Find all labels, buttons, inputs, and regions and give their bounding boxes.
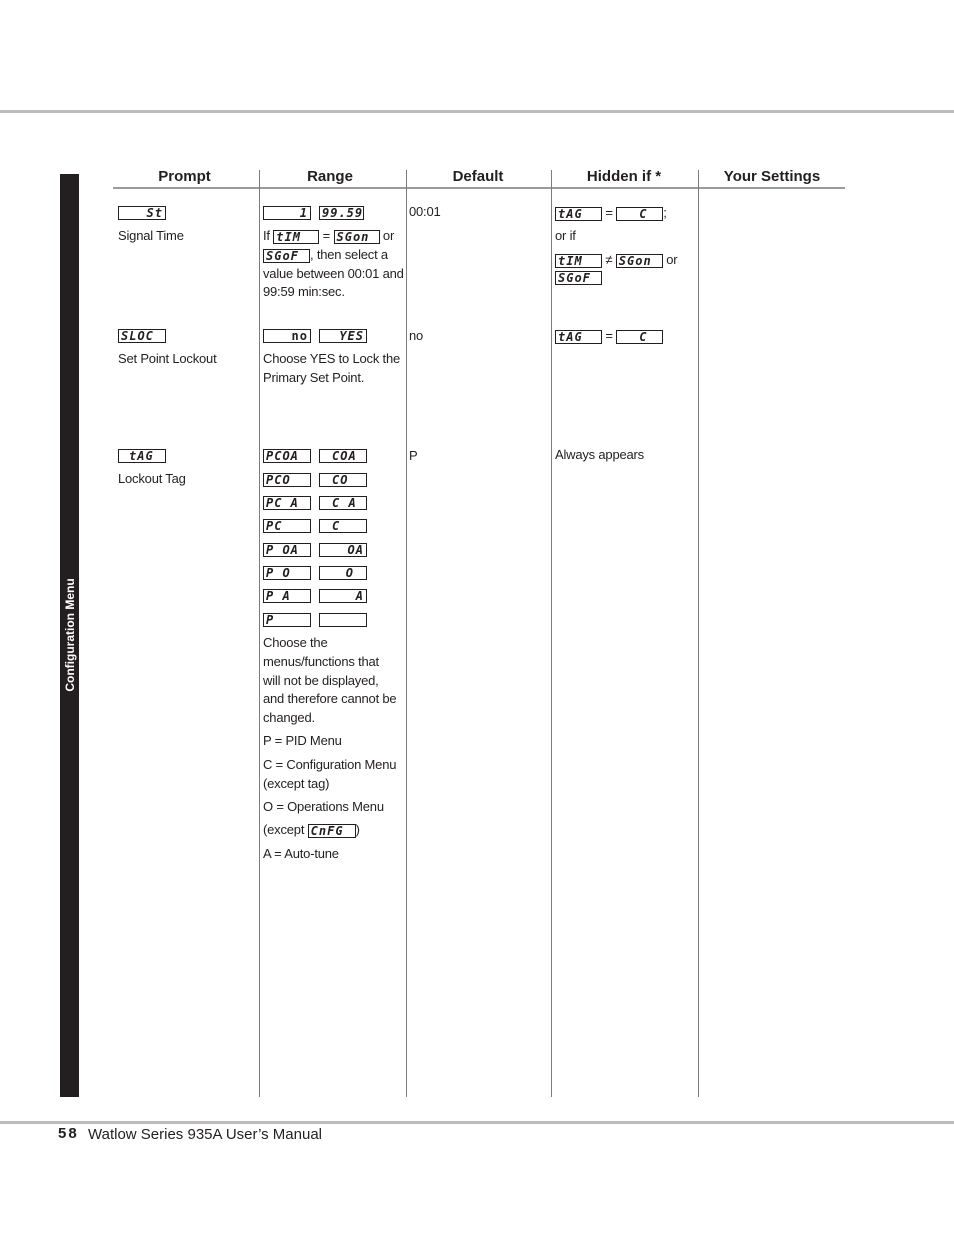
range-text-line: 99:59 min:sec. <box>263 284 345 299</box>
lcd-tim: tIM <box>555 254 602 268</box>
column-divider <box>406 170 407 1097</box>
key-operations: O = Operations Menu <box>263 799 384 814</box>
hidden-line <box>555 250 677 269</box>
column-divider <box>698 170 699 1097</box>
range-then-line <box>263 245 388 264</box>
lcd-option-right: O <box>319 566 367 580</box>
lcd-option-left: PC <box>263 519 311 533</box>
equals-sign: = <box>605 328 613 343</box>
lcd-option-left: P A <box>263 589 311 603</box>
range-then-text: , then select a <box>310 247 388 262</box>
prompt-label-signal-time: Signal Time <box>118 228 184 243</box>
range-desc-line: Choose the <box>263 635 328 650</box>
lcd-sgon: SGon <box>616 254 663 268</box>
range-if-line <box>263 226 394 245</box>
hidden-line <box>555 326 663 345</box>
lcd-tim: tIM <box>273 230 319 244</box>
header-your-settings: Your Settings <box>723 168 821 185</box>
except-text: (except <box>263 822 305 837</box>
lcd-prompt-sloc: SLOC <box>118 329 166 343</box>
default-value: 00:01 <box>409 204 441 219</box>
lcd-option-left: PC A <box>263 496 311 510</box>
lcd-option-right: OA <box>319 543 367 557</box>
range-if-text: If <box>263 228 270 243</box>
header-hidden-if: Hidden if * <box>586 168 662 185</box>
range-text-line: value between 00:01 and <box>263 266 404 281</box>
hidden-line <box>555 203 667 222</box>
lcd-option-left: P <box>263 613 311 627</box>
lcd-option-left: P OA <box>263 543 311 557</box>
lcd-sgon: SGon <box>334 230 380 244</box>
key-pid: P = PID Menu <box>263 733 342 748</box>
range-text-line: Primary Set Point. <box>263 370 365 385</box>
default-value: no <box>409 328 424 343</box>
lcd-option-right: CO <box>319 473 367 487</box>
lcd-c: C <box>616 330 663 344</box>
lcd-prompt-st: St <box>118 206 166 220</box>
default-value: P <box>409 448 418 463</box>
header-range: Range <box>307 168 353 185</box>
bottom-rule <box>0 1121 954 1124</box>
lcd-sgof: SGoF <box>555 271 602 285</box>
column-divider <box>259 170 260 1097</box>
lcd-tag: tAG <box>555 207 602 221</box>
page-number: 58 <box>58 1125 79 1142</box>
key-except-line <box>263 820 360 839</box>
equals-sign: = <box>322 228 331 243</box>
top-rule <box>0 110 954 113</box>
header-underline <box>113 187 845 189</box>
lcd-option-right <box>319 613 367 627</box>
lcd-option-right: COA <box>319 449 367 463</box>
key-configuration-note: (except tag) <box>263 776 330 791</box>
lcd-range-max: 99.59 <box>319 206 364 220</box>
key-configuration: C = Configuration Menu <box>263 757 397 772</box>
or-text: or <box>666 252 678 267</box>
lcd-range-yes: YES <box>319 329 367 343</box>
lcd-range-min: 1 <box>263 206 311 220</box>
section-tab-label: Configuration Menu <box>63 578 77 692</box>
lcd-sgof: SGoF <box>263 249 310 263</box>
hidden-always: Always appears <box>555 447 644 462</box>
column-divider <box>551 170 552 1097</box>
range-desc-line: will not be displayed, <box>263 673 379 688</box>
hidden-or-if: or if <box>555 228 576 243</box>
lcd-tag: tAG <box>555 330 602 344</box>
close-paren: ) <box>355 822 360 837</box>
header-prompt: Prompt <box>158 168 211 185</box>
header-default: Default <box>452 168 504 185</box>
lcd-option-left: PCO <box>263 473 311 487</box>
footer-title: Watlow Series 935A User’s Manual <box>88 1126 322 1143</box>
lcd-range-no: no <box>263 329 311 343</box>
key-auto-tune: A = Auto-tune <box>263 846 339 861</box>
lcd-c: C <box>616 207 663 221</box>
not-equal-sign: ≠ <box>605 252 613 267</box>
lcd-cnfg: CnFG <box>308 824 356 838</box>
range-desc-line: changed. <box>263 710 315 725</box>
range-desc-line: menus/functions that <box>263 654 379 669</box>
or-text: or <box>382 228 395 243</box>
range-desc-line: and therefore cannot be <box>263 691 397 706</box>
prompt-label-set-point-lockout: Set Point Lockout <box>118 351 217 366</box>
lcd-option-right: A <box>319 589 367 603</box>
lcd-option-left: PCOA <box>263 449 311 463</box>
lcd-option-left: P O <box>263 566 311 580</box>
semicolon: ; <box>663 205 667 220</box>
lcd-prompt-tag: tAG <box>118 449 166 463</box>
lcd-option-right: C A <box>319 496 367 510</box>
range-text-line: Choose YES to Lock the <box>263 351 401 366</box>
prompt-label-lockout-tag: Lockout Tag <box>118 471 186 486</box>
lcd-option-right: C <box>319 519 367 533</box>
equals-sign: = <box>605 205 613 220</box>
